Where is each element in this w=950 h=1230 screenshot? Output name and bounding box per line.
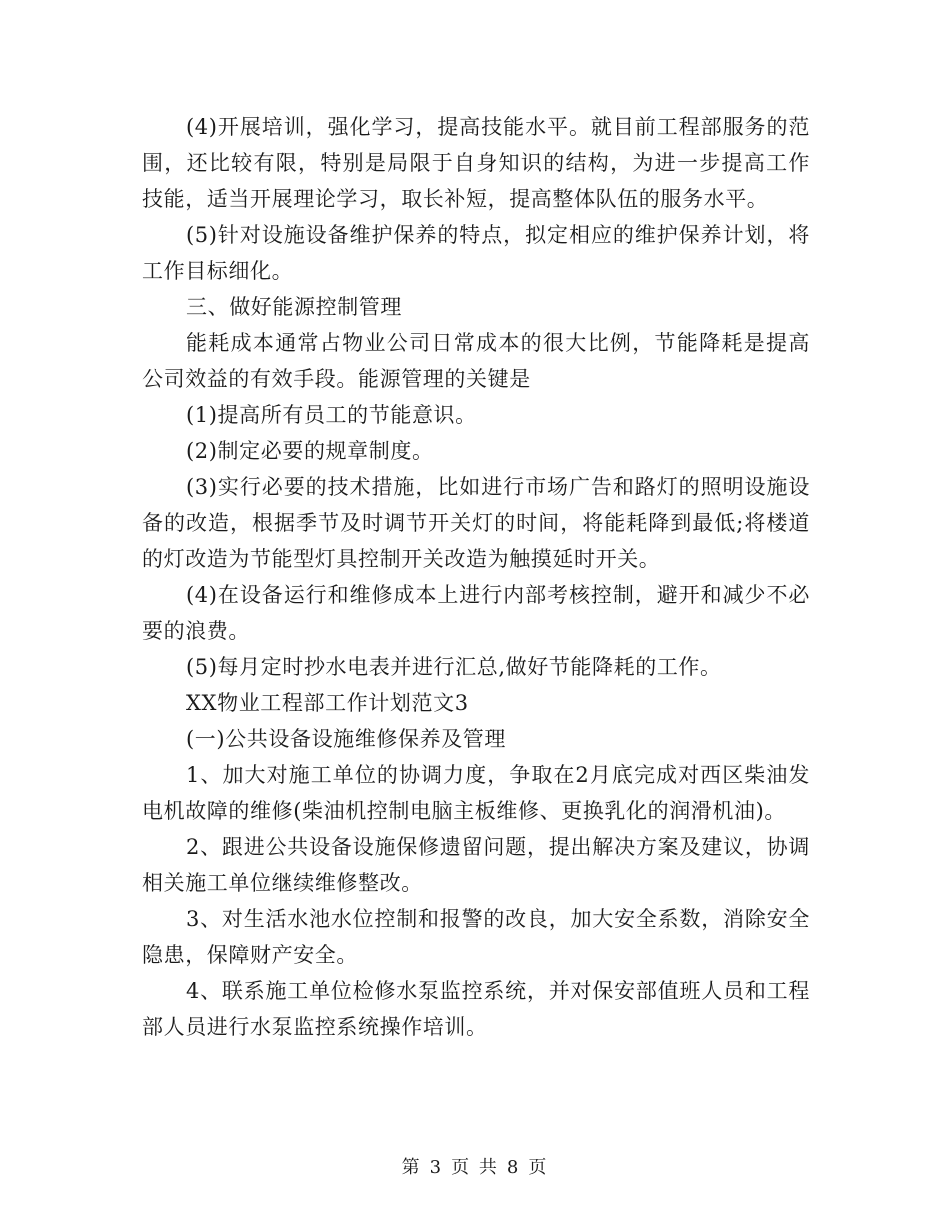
paragraph-facility-item-4: 4、联系施工单位检修水泵监控系统，并对保安部值班人员和工程部人员进行水泵监控系统操作培训。: [142, 979, 810, 1039]
section-heading-facilities: (一)公共设备设施维修保养及管理: [186, 727, 506, 751]
section-heading-energy: 三、做好能源控制管理: [186, 295, 402, 319]
paragraph-energy-intro: 能耗成本通常占物业公司日常成本的很大比例，节能降耗是提高公司效益的有效手段。能源管理的关键是: [142, 331, 810, 391]
document-body: [142, 109, 810, 1045]
paragraph-energy-item-1: (1)提高所有员工的节能意识。: [186, 403, 477, 427]
page-number-total: 8: [506, 1157, 521, 1178]
paragraph-training: (4)开展培训，强化学习，提高技能水平。就目前工程部服务的范围，还比较有限，特别是局限于自身知识的结构，为进一步提高工作技能，适当开展理论学习，取长补短，提高整体队伍的服务水平。: [142, 115, 810, 211]
paragraph-facility-item-3: 3、对生活水池水位控制和报警的改良，加大安全系数，消除安全隐患，保障财产安全。: [142, 907, 810, 967]
document-subtitle: XX物业工程部工作计划范文3: [186, 691, 469, 715]
page-number-current: 3: [429, 1157, 444, 1178]
footer-middle: 页 共: [451, 1157, 499, 1178]
paragraph-energy-item-3: (3)实行必要的技术措施，比如进行市场广告和路灯的照明设施设备的改造，根据季节及时调节开关灯的时间，将能耗降到最低;将楼道的灯改造为节能型灯具控制开关改造为触摸延时开关。: [142, 475, 810, 571]
paragraph-energy-item-2: (2)制定必要的规章制度。: [186, 439, 434, 463]
paragraph-maintenance-plan: (5)针对设施设备维护保养的特点，拟定相应的维护保养计划，将工作目标细化。: [142, 223, 810, 283]
paragraph-facility-item-1: 1、加大对施工单位的协调力度，争取在2月底完成对西区柴油发电机故障的维修(柴油机控制电脑主板维修、更换乳化的润滑机油)。: [142, 763, 810, 823]
paragraph-energy-item-5: (5)每月定时抄水电表并进行汇总,做好节能降耗的工作。: [186, 655, 722, 679]
footer-prefix: 第: [401, 1157, 422, 1178]
paragraph-facility-item-2: 2、跟进公共设备设施保修遗留问题，提出解决方案及建议，协调相关施工单位继续维修整改。: [142, 835, 810, 895]
page-footer: [0, 1153, 950, 1179]
footer-suffix: 页: [528, 1157, 549, 1178]
paragraph-energy-item-4: (4)在设备运行和维修成本上进行内部考核控制，避开和减少不必要的浪费。: [142, 583, 810, 643]
